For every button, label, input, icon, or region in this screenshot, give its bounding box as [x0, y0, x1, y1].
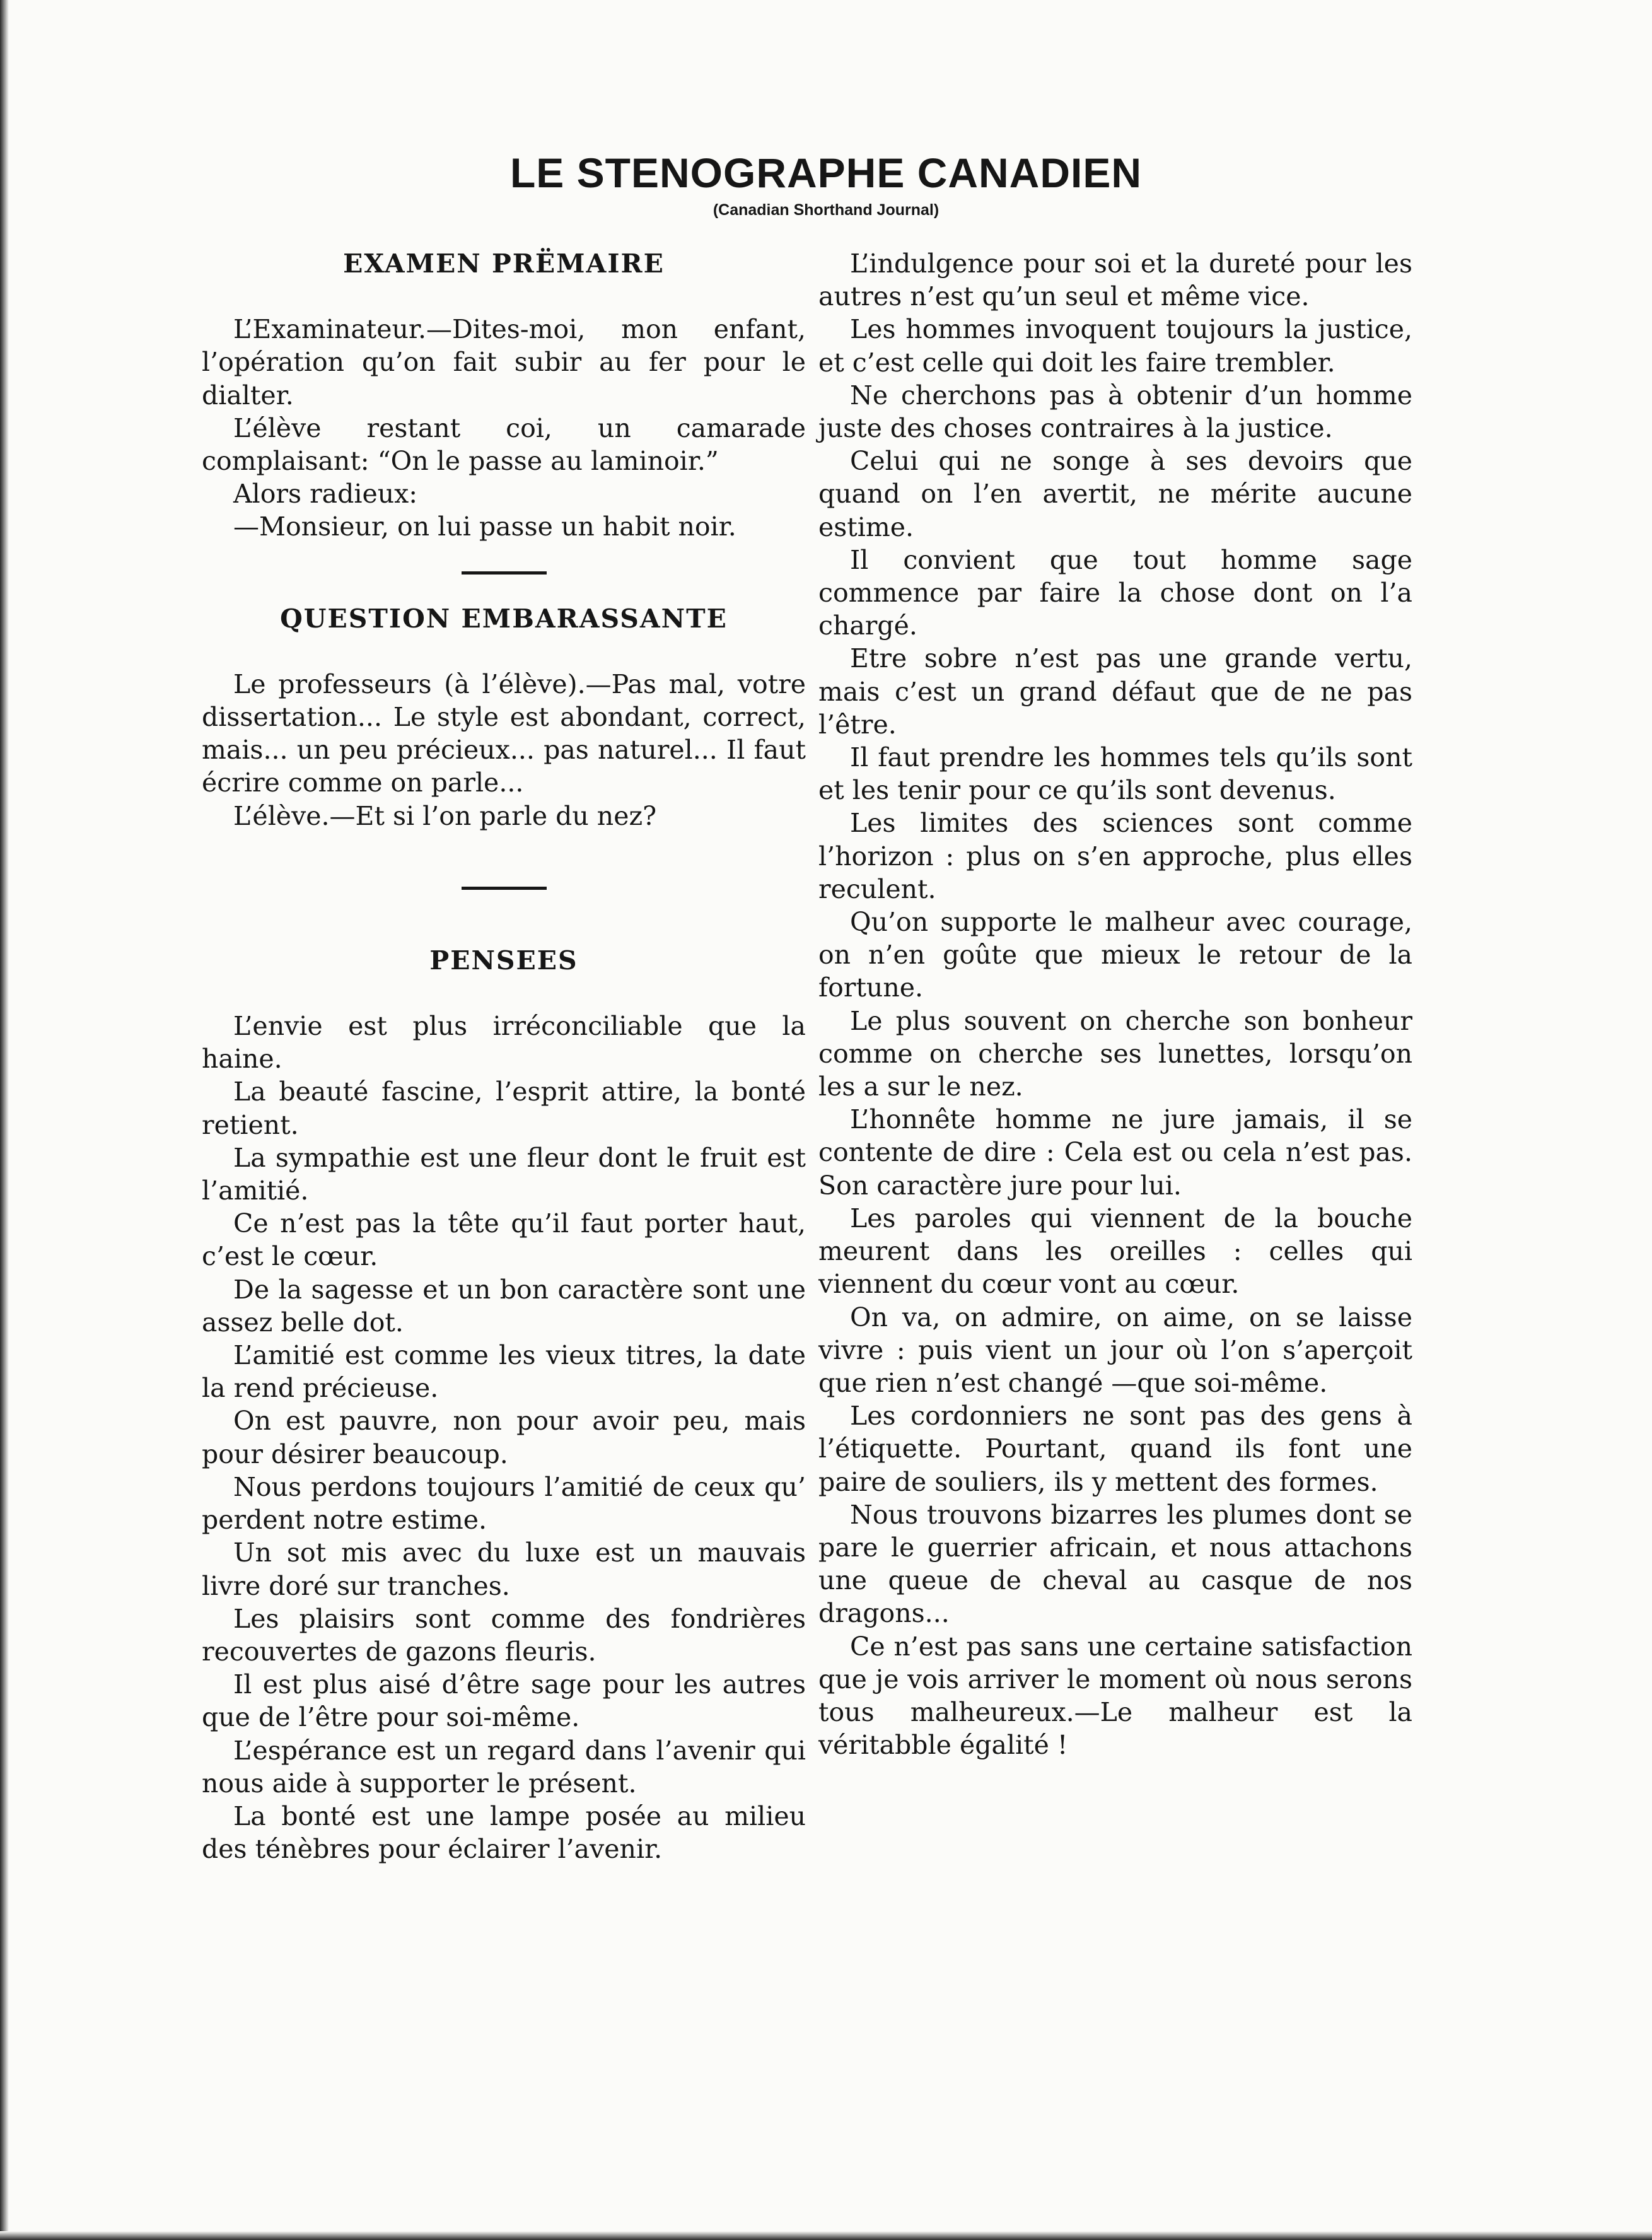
article-paragraph: Alors radieux: — [233, 479, 418, 510]
maxim: Les hommes invoquent toujours la justice, et c’est celle qui doit les faire trembler. — [818, 314, 1412, 378]
maxim: Il faut prendre les hommes tels qu’ils sont et les tenir pour ce qu’ils sont devenus. — [818, 742, 1412, 806]
article-heading: EXAMEN PRËMAIRE — [343, 248, 665, 279]
scan-edge-bottom — [0, 2231, 1652, 2240]
maxim: Celui qui ne songe à ses devoirs que quand on l’en avertit, ne mérite aucune estime. — [818, 446, 1412, 542]
maxim: Nous trouvons bizarres les plumes dont se pare le guerrier africain, et nous attachons une queue de cheval au casque de nos dragons... — [818, 1499, 1412, 1629]
maxim: Il est plus aisé d’être sage pour les autres que de l’être pour soi-même. — [202, 1669, 806, 1733]
maxim: L’amitié est comme les vieux titres, la date la rend précieuse. — [202, 1340, 806, 1404]
masthead — [0, 150, 1652, 219]
maxim: L’honnête homme ne jure jamais, il se contente de dire : Cela est ou cela n’est pas. Son caractère jure pour lui. — [818, 1104, 1412, 1201]
maxim: Il convient que tout homme sage commence par faire la chose dont on l’a chargé. — [818, 544, 1412, 641]
maxim: Les limites des sciences sont comme l’horizon : plus on s’en approche, plus elles reculent. — [818, 808, 1412, 904]
article-paragraph: L’Examinateur.—Dites-moi, mon enfant, l’opération qu’on fait subir au fer pour le dialter. — [202, 314, 806, 411]
article-heading: PENSEES — [429, 945, 578, 976]
maxim: De la sagesse et un bon caractère sont une assez belle dot. — [202, 1274, 806, 1338]
maxim: Ne cherchons pas à obtenir d’un homme juste des choses contraires à la justice. — [818, 380, 1412, 444]
article-pensees — [202, 944, 806, 1865]
maxim: La beauté fascine, l’esprit attire, la bonté retient. — [202, 1076, 806, 1140]
maxim: L’envie est plus irréconciliable que la haine. — [202, 1011, 806, 1075]
maxim: Etre sobre n’est pas une grande vertu, mais c’est un grand défaut que de ne pas l’être. — [818, 643, 1412, 740]
maxim: La bonté est une lampe posée au milieu des ténèbres pour éclairer l’avenir. — [202, 1800, 806, 1865]
masthead-subtitle: (Canadian Shorthand Journal) — [713, 201, 939, 219]
section-divider — [462, 571, 547, 575]
maxim: La sympathie est une fleur dont le fruit est l’amitié. — [202, 1142, 806, 1206]
right-column — [818, 247, 1412, 1761]
maxim: Ce n’est pas la tête qu’il faut porter haut, c’est le cœur. — [202, 1208, 806, 1272]
maxim: L’espérance est un regard dans l’avenir qui nous aide à supporter le présent. — [202, 1735, 806, 1799]
article-question-embarassante — [202, 602, 806, 832]
maxim: Un sot mis avec du luxe est un mauvais livre doré sur tranches. — [202, 1537, 806, 1601]
maxim: Ce n’est pas sans une certaine satisfaction que je vois arriver le moment où nous serons tous malheureux.—Le malheur est la véritabble égalité ! — [818, 1631, 1412, 1761]
maxim: Nous perdons toujours l’amitié de ceux qu’ perdent notre estime. — [202, 1471, 806, 1536]
maxim: Les cordonniers ne sont pas des gens à l’étiquette. Pourtant, quand ils font une paire de souliers, ils y mettent des formes. — [818, 1401, 1412, 1497]
left-column — [202, 247, 806, 1865]
article-examen-premaire — [202, 247, 806, 544]
maxim: On est pauvre, non pour avoir peu, mais pour désirer beaucoup. — [202, 1406, 806, 1469]
article-paragraph: Le professeurs (à l’élève).—Pas mal, votre dissertation... Le style est abondant, correct, mais... un peu précieux... pas naturel... Il faut écrire comme on parle... — [202, 668, 806, 798]
maxim: L’indulgence pour soi et la dureté pour les autres n’est qu’un seul et même vice. — [818, 248, 1412, 312]
maxim: Les plaisirs sont comme des fondrières recouvertes de gazons fleuris. — [202, 1603, 806, 1667]
maxim: Qu’on supporte le malheur avec courage, on n’en goûte que mieux le retour de la fortune. — [818, 907, 1412, 1003]
scan-edge-left — [0, 0, 9, 2240]
article-heading: QUESTION EMBARASSANTE — [280, 603, 728, 634]
article-paragraph: L’élève.—Et si l’on parle du nez? — [233, 800, 657, 831]
section-divider — [462, 887, 547, 890]
article-paragraph: L’élève restant coi, un camarade complaisant: “On le passe au laminoir.” — [202, 412, 806, 477]
article-paragraph: —Monsieur, on lui passe un habit noir. — [233, 511, 736, 542]
maxim: On va, on admire, on aime, on se laisse vivre : puis vient un jour où l’on s’aperçoit que rien n’est changé —que soi-même. — [818, 1302, 1412, 1398]
maxim: Le plus souvent on cherche son bonheur comme on cherche ses lunettes, lorsqu’on les a sur le nez. — [818, 1005, 1412, 1102]
maxim: Les paroles qui viennent de la bouche meurent dans les oreilles : celles qui viennent du cœur vont au cœur. — [818, 1203, 1412, 1300]
masthead-title: LE STENOGRAPHE CANADIEN — [509, 149, 1143, 196]
